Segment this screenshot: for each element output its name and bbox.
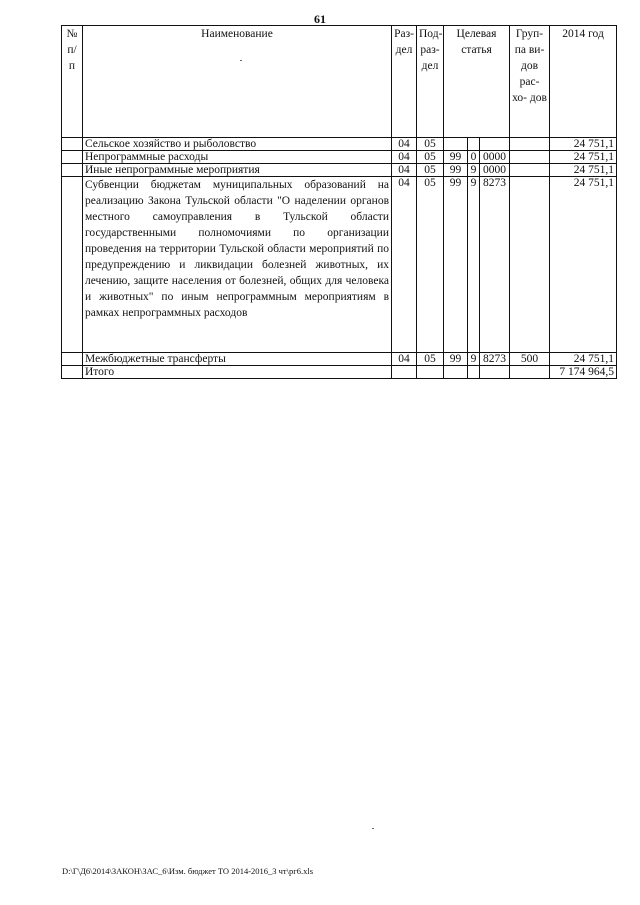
header-row (62, 26, 617, 138)
header-target-article: Целевая статья (444, 26, 510, 138)
row-razdel: 04 (392, 177, 417, 353)
row-target-3 (480, 366, 510, 379)
row-amount: 24 751,1 (550, 177, 617, 353)
row-name: Межбюджетные трансферты (83, 353, 392, 366)
row-target-3: 0000 (480, 164, 510, 177)
row-num (62, 353, 83, 366)
row-group (510, 366, 550, 379)
row-target-3: 8273 (480, 353, 510, 366)
row-target-1: 99 (444, 177, 468, 353)
header-num: № п/ п (62, 26, 83, 138)
header-expense-group: Груп- па ви- дов рас- хо- дов (510, 26, 550, 138)
table-row (62, 164, 617, 177)
row-target-3 (480, 138, 510, 151)
header-section: Раз- дел (392, 26, 417, 138)
row-name: Непрограммные расходы (83, 151, 392, 164)
row-num (62, 366, 83, 379)
row-target-2: 9 (468, 177, 480, 353)
row-amount: 7 174 964,5 (550, 366, 617, 379)
row-num (62, 138, 83, 151)
table-row (62, 151, 617, 164)
row-name: Сельское хозяйство и рыболовство (83, 138, 392, 151)
row-amount: 24 751,1 (550, 138, 617, 151)
table-row (62, 138, 617, 151)
row-target-1 (444, 138, 468, 151)
row-razdel: 04 (392, 151, 417, 164)
row-num (62, 164, 83, 177)
row-razdel (392, 366, 417, 379)
row-group: 500 (510, 353, 550, 366)
row-name: Иные непрограммные мероприятия (83, 164, 392, 177)
row-group (510, 177, 550, 353)
row-target-3: 0000 (480, 151, 510, 164)
row-podrazdel: 05 (417, 164, 444, 177)
row-amount: 24 751,1 (550, 353, 617, 366)
row-target-1: 99 (444, 164, 468, 177)
row-podrazdel: 05 (417, 138, 444, 151)
row-podrazdel: 05 (417, 353, 444, 366)
row-target-3: 8273 (480, 177, 510, 353)
row-target-2: 9 (468, 164, 480, 177)
table-row-total (62, 366, 617, 379)
row-razdel: 04 (392, 353, 417, 366)
row-target-1: 99 (444, 151, 468, 164)
row-target-2 (468, 138, 480, 151)
table-row (62, 353, 617, 366)
row-razdel: 04 (392, 138, 417, 151)
row-num (62, 177, 83, 353)
row-group (510, 151, 550, 164)
row-razdel: 04 (392, 164, 417, 177)
row-group (510, 138, 550, 151)
header-subsection: Под- раз- дел (417, 26, 444, 138)
page-number: 61 (314, 12, 326, 26)
row-name: Итого (83, 366, 392, 379)
row-amount: 24 751,1 (550, 151, 617, 164)
row-num (62, 151, 83, 164)
footer-file-path: D:\Г\Д6\2014\ЗАКОН\ЗАС_6\Изм. бюджет ТО 2014-2016_3 чт\рг6.xls (62, 866, 314, 876)
budget-table (61, 25, 617, 379)
row-target-2 (468, 366, 480, 379)
table-row (62, 177, 617, 353)
row-target-2: 0 (468, 151, 480, 164)
row-podrazdel: 05 (417, 151, 444, 164)
row-podrazdel (417, 366, 444, 379)
header-year: 2014 год (550, 26, 617, 138)
row-name: Субвенции бюджетам муниципальных образований на реализацию Закона Тульской области "О наделении органов местного самоуправления в Тульской области государственными полномочиями по организации проведения на территории Тульской области мероприятий по предупреждению и ликвидации болезней животных, их лечению, защите населения от болезней, общих для человека и животных" по иным непрограммным мероприятиям в рамках непрограммных расходов (83, 177, 392, 353)
row-target-1 (444, 366, 468, 379)
row-podrazdel: 05 (417, 177, 444, 353)
row-target-1: 99 (444, 353, 468, 366)
scan-speck (372, 828, 374, 829)
row-amount: 24 751,1 (550, 164, 617, 177)
header-name: Наименование (83, 26, 392, 138)
row-target-2: 9 (468, 353, 480, 366)
row-group (510, 164, 550, 177)
scan-speck (240, 60, 242, 61)
